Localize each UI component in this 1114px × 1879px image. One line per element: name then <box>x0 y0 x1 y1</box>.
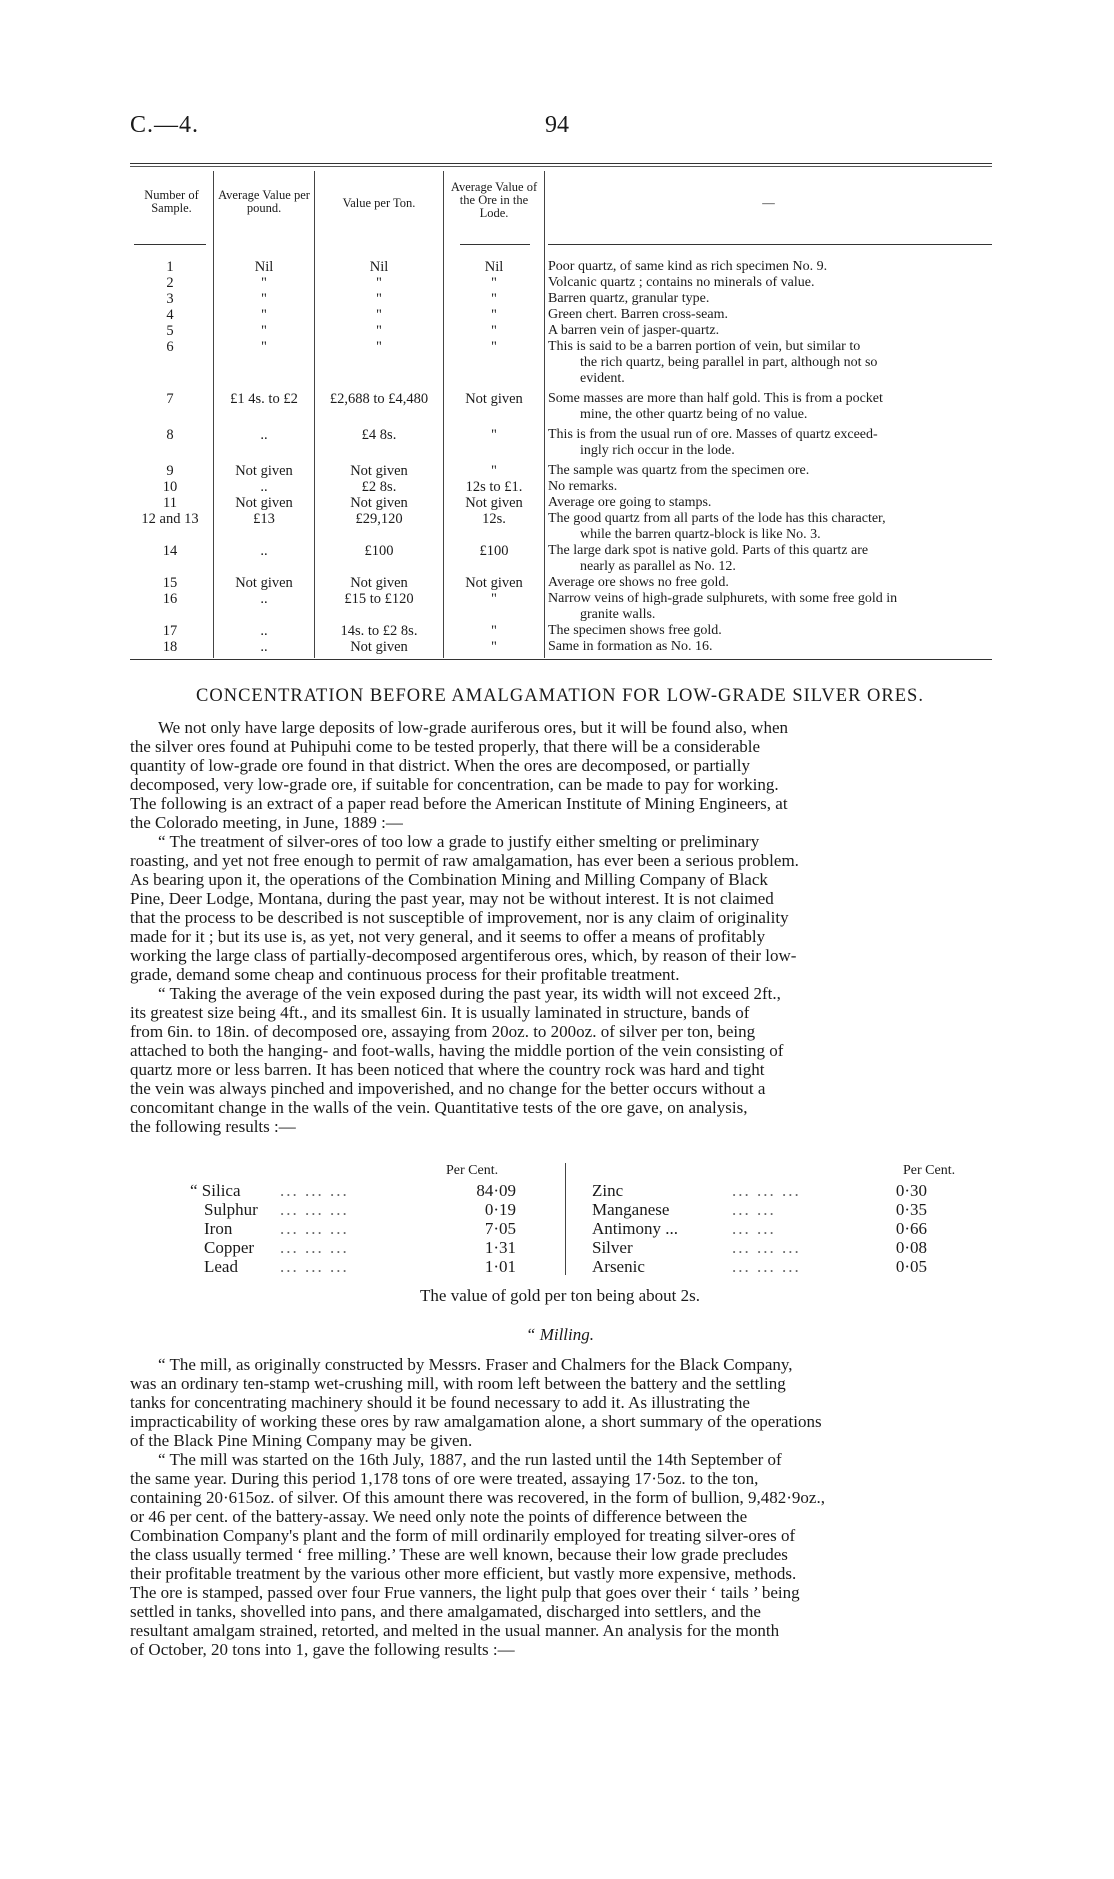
text-line: “ Taking the average of the vein exposed during the past year, its width will not exceed 2ft., <box>158 984 781 1003</box>
gold-value-note: The value of gold per ton being about 2s. <box>420 1286 700 1305</box>
remark-line: Average ore going to stamps. <box>548 495 712 510</box>
remark-line: The good quartz from all parts of the lode has this character, <box>548 511 886 526</box>
value-per-pound: .. <box>260 479 268 495</box>
remark-line: while the barren quartz-block is like No. 3. <box>580 527 821 542</box>
text-line: impracticability of working these ores by raw amalgamation alone, a short summary of the operations <box>130 1412 822 1431</box>
remark-line: Same in formation as No. 16. <box>548 639 713 654</box>
value-in-lode: " <box>491 323 497 339</box>
table-bottom-rule <box>130 659 992 660</box>
sample-number: 9 <box>166 463 174 479</box>
result-row <box>190 1219 516 1238</box>
sample-remarks <box>548 511 988 543</box>
element-name: Copper <box>204 1238 255 1257</box>
sample-number: 18 <box>162 639 178 655</box>
header-remarks: — <box>762 196 775 210</box>
sample-number: 2 <box>166 275 174 291</box>
text-line: from 6in. to 18in. of decomposed ore, assaying from 20oz. to 200oz. of silver per ton, being <box>130 1022 756 1041</box>
value-per-pound: " <box>261 339 267 355</box>
percent-value: 0·19 <box>484 1200 516 1219</box>
text-line: “ The mill was started on the 16th July, 1887, and the run lasted until the 14th September of <box>158 1450 782 1469</box>
remark-line: No remarks. <box>548 479 618 494</box>
value-in-lode: " <box>491 463 497 479</box>
value-in-lode: " <box>491 623 497 639</box>
text-line: Combination Company's plant and the form of mill ordinarily employed for treating silver-ores of <box>130 1526 796 1545</box>
element-name: Zinc <box>592 1181 624 1200</box>
leader-dots: ... ... ... <box>280 1257 349 1276</box>
paragraph-treatment <box>130 832 993 984</box>
value-per-ton: £100 <box>364 543 394 559</box>
text-line: the following results :— <box>130 1117 296 1136</box>
sample-number: 7 <box>166 391 174 407</box>
sample-remarks <box>548 639 988 655</box>
text-line: containing 20·615oz. of silver. Of this amount there was recovered, in the form of bullion, 9,482·9oz., <box>130 1488 825 1507</box>
remark-line: This is said to be a barren portion of vein, but similar to <box>548 339 861 354</box>
element-name: Silver <box>592 1238 633 1257</box>
header-rule <box>460 244 530 245</box>
text-line: the silver ores found at Puhipuhi come to be tested properly, that there will be a considerable <box>130 737 761 756</box>
value-per-ton: Nil <box>369 259 389 275</box>
value-in-lode: " <box>491 291 497 307</box>
element-name: Arsenic <box>592 1257 645 1276</box>
remark-line: A barren vein of jasper-quartz. <box>548 323 720 338</box>
text-line: was an ordinary ten-stamp wet-crushing mill, with room left between the battery and the settling <box>130 1374 786 1393</box>
text-line: the vein was always pinched and impoverished, and no change for the better occurs without a <box>130 1079 766 1098</box>
value-per-ton: Not given <box>350 463 408 479</box>
value-per-pound: " <box>261 291 267 307</box>
text-line: of the Black Pine Mining Company may be given. <box>130 1431 473 1450</box>
remark-line: nearly as parallel as No. 12. <box>580 559 736 574</box>
paragraph-run <box>130 1450 993 1659</box>
milling-heading: “ Milling. <box>525 1325 594 1344</box>
value-in-lode: 12s. <box>482 511 506 527</box>
value-per-pound: .. <box>260 543 268 559</box>
text-line: their profitable treatment by the various other more efficient, but vastly more expensive, methods. <box>130 1564 797 1583</box>
text-line: resultant amalgam strained, retorted, and melted in the usual manner. An analysis for the month <box>130 1621 780 1640</box>
sample-number: 14 <box>162 543 178 559</box>
leader-dots: ... ... <box>732 1200 776 1219</box>
sample-remarks <box>548 275 988 291</box>
text-line: made for it ; but its use is, as yet, not very general, and it seems to offer a means of profitably <box>130 927 766 946</box>
sample-number: 15 <box>162 575 178 591</box>
text-line: or 46 per cent. of the battery-assay. We need only note the points of difference between the <box>130 1507 748 1526</box>
element-name: Lead <box>204 1257 238 1276</box>
results-unit-left: Per Cent. <box>446 1163 499 1178</box>
sample-number: 3 <box>166 291 174 307</box>
paragraph-mill <box>130 1355 993 1450</box>
remark-line: The sample was quartz from the specimen ore. <box>548 463 810 478</box>
percent-value: 0·05 <box>895 1257 927 1276</box>
value-per-ton: " <box>376 339 382 355</box>
sample-number: 1 <box>166 259 174 275</box>
result-row <box>592 1181 927 1200</box>
value-per-pound: .. <box>260 427 268 443</box>
sample-remarks <box>548 339 988 387</box>
element-name: Iron <box>204 1219 233 1238</box>
text-line: “ The mill, as originally constructed by Messrs. Fraser and Chalmers for the Black Company, <box>158 1355 793 1374</box>
text-line: We not only have large deposits of low-grade auriferous ores, but it will be found also, when <box>158 718 788 737</box>
analysis-results-right <box>592 1181 927 1276</box>
percent-value: 0·08 <box>895 1238 927 1257</box>
value-per-pound: Not given <box>235 495 293 511</box>
text-line: The following is an extract of a paper read before the American Institute of Mining Engineers, at <box>130 794 788 813</box>
sample-number: 5 <box>166 323 174 339</box>
value-per-ton: " <box>376 307 382 323</box>
value-in-lode: Not given <box>465 495 523 511</box>
paragraph-text <box>130 718 993 832</box>
percent-value: 1·01 <box>484 1257 516 1276</box>
sample-remarks <box>548 591 988 623</box>
value-per-pound: £13 <box>253 511 275 527</box>
value-per-ton: Not given <box>350 639 408 655</box>
header-number-of-sample: Number of Sample. <box>144 188 199 215</box>
value-in-lode: " <box>491 307 497 323</box>
text-line: quantity of low-grade ore found in that district. When the ores are decomposed, or partially <box>130 756 750 775</box>
value-per-pound: .. <box>260 623 268 639</box>
results-unit-right: Per Cent. <box>903 1163 956 1178</box>
value-per-ton: Not given <box>350 495 408 511</box>
leader-dots: ... ... ... <box>280 1200 349 1219</box>
page-number: 94 <box>545 112 569 138</box>
value-in-lode: Not given <box>465 391 523 407</box>
remark-line: Average ore shows no free gold. <box>548 575 729 590</box>
value-per-pound: £1 4s. to £2 <box>230 391 298 407</box>
text-line: its greatest size being 4ft., and its smallest 6in. It is usually laminated in structure, bands of <box>130 1003 750 1022</box>
value-per-ton: " <box>376 275 382 291</box>
value-per-pound: " <box>261 323 267 339</box>
text-line: Pine, Deer Lodge, Montana, during the past year, may not be without interest. It is not claimed <box>130 889 774 908</box>
sample-remarks <box>548 543 988 575</box>
paragraph-text <box>130 984 993 1136</box>
sample-number: 6 <box>166 339 174 355</box>
sample-number: 12 and 13 <box>141 511 199 527</box>
percent-value: 0·66 <box>895 1219 927 1238</box>
paragraph-intro <box>130 718 993 832</box>
value-per-ton: £29,120 <box>355 511 403 527</box>
value-in-lode: " <box>491 591 497 607</box>
sample-remarks <box>548 479 988 495</box>
element-name: Sulphur <box>204 1200 258 1219</box>
text-line: settled in tanks, shovelled into pans, and there amalgamated, discharged into settlers, and the <box>130 1602 761 1621</box>
sample-remarks <box>548 307 988 323</box>
value-per-pound: Not given <box>235 575 293 591</box>
value-in-lode: " <box>491 275 497 291</box>
value-in-lode: 12s to £1. <box>465 479 523 495</box>
sample-number: 4 <box>166 307 174 323</box>
leader-dots: ... ... ... <box>280 1219 349 1238</box>
percent-value: 84·09 <box>476 1181 516 1200</box>
remark-line: The large dark spot is native gold. Parts of this quartz are <box>548 543 869 558</box>
result-row <box>592 1219 927 1238</box>
text-line: As bearing upon it, the operations of the Combination Mining and Milling Company of Black <box>130 870 768 889</box>
value-per-pound: Not given <box>235 463 293 479</box>
text-line: decomposed, very low-grade ore, if suitable for concentration, can be made to pay for working. <box>130 775 779 794</box>
value-in-lode: £100 <box>479 543 509 559</box>
value-in-lode: Nil <box>484 259 504 275</box>
value-in-lode: " <box>491 339 497 355</box>
results-divider <box>565 1163 566 1275</box>
value-per-pound: .. <box>260 591 268 607</box>
leader-dots: ... ... ... <box>732 1257 801 1276</box>
sample-number: 8 <box>166 427 174 443</box>
value-per-ton: £4 8s. <box>361 427 397 443</box>
header-value-per-ton: Value per Ton. <box>342 196 416 210</box>
column-divider <box>544 171 545 658</box>
text-line: that the process to be described is not susceptible of improvement, nor is any claim of originality <box>130 908 789 927</box>
header-rule <box>548 244 992 245</box>
sample-number: 16 <box>162 591 178 607</box>
remark-line: mine, the other quartz being of no value. <box>580 407 808 422</box>
sample-number: 17 <box>162 623 178 639</box>
percent-value: 7·05 <box>484 1219 516 1238</box>
paragraph-text <box>130 832 993 984</box>
value-per-ton: Not given <box>350 575 408 591</box>
sample-remarks <box>548 463 988 479</box>
remark-line: Barren quartz, granular type. <box>548 291 710 306</box>
samples-table <box>130 163 992 660</box>
sample-remarks <box>548 623 988 639</box>
text-line: attached to both the hanging- and foot-walls, having the middle portion of the vein consisting of <box>130 1041 784 1060</box>
result-row <box>592 1238 927 1257</box>
value-per-pound: .. <box>260 639 268 655</box>
paragraph-text <box>130 1450 993 1659</box>
remark-line: ingly rich occur in the lode. <box>580 443 735 458</box>
header-rule <box>134 244 206 245</box>
value-in-lode: Not given <box>465 575 523 591</box>
value-in-lode: " <box>491 639 497 655</box>
sample-number: 11 <box>163 495 177 511</box>
leader-dots: ... ... ... <box>732 1238 801 1257</box>
sample-remarks <box>548 323 988 339</box>
remark-line: Some masses are more than half gold. This is from a pocket <box>548 391 883 406</box>
text-line: the class usually termed ‘ free milling.’ These are well known, because their low grade precludes <box>130 1545 788 1564</box>
section-title: CONCENTRATION BEFORE AMALGAMATION FOR LOW-GRADE SILVER ORES. <box>196 686 924 706</box>
leader-dots: ... ... <box>732 1219 776 1238</box>
remark-line: Narrow veins of high-grade sulphurets, with some free gold in <box>548 591 898 606</box>
element-name: Manganese <box>592 1200 670 1219</box>
element-name: “ Silica <box>190 1181 241 1200</box>
sample-remarks <box>548 427 988 459</box>
value-per-ton: £2 8s. <box>361 479 397 495</box>
sample-remarks <box>548 391 988 423</box>
remark-line: evident. <box>580 371 625 386</box>
table-top-rule-2 <box>130 166 992 167</box>
text-line: roasting, and yet not free enough to permit of raw amalgamation, has ever been a serious problem. <box>130 851 799 870</box>
result-row <box>190 1257 516 1276</box>
header-average-value-per-pound: Average Value per pound. <box>218 188 310 215</box>
value-per-ton: £2,688 to £4,480 <box>329 391 429 407</box>
result-row <box>592 1200 927 1219</box>
value-per-ton: " <box>376 291 382 307</box>
paragraph-vein <box>130 984 993 1136</box>
remark-line: the rich quartz, being parallel in part, although not so <box>580 355 878 370</box>
sample-remarks <box>548 575 988 591</box>
result-row <box>592 1257 927 1276</box>
leader-dots: ... ... ... <box>280 1238 349 1257</box>
document-code: C.—4. <box>130 112 200 138</box>
percent-value: 0·35 <box>895 1200 927 1219</box>
remark-line: granite walls. <box>580 607 656 622</box>
table-top-rule <box>130 163 992 164</box>
leader-dots: ... ... ... <box>732 1181 801 1200</box>
text-line: tanks for concentrating machinery should it be found necessary to add it. As illustrating the <box>130 1393 750 1412</box>
paragraph-text <box>130 1355 993 1450</box>
text-line: working the large class of partially-decomposed argentiferous ores, which, by reason of their low- <box>130 946 797 965</box>
text-line: of October, 20 tons into 1, gave the following results :— <box>130 1640 515 1659</box>
text-line: “ The treatment of silver-ores of too low a grade to justify either smelting or preliminary <box>158 832 760 851</box>
analysis-results-left <box>190 1181 516 1276</box>
sample-remarks <box>548 495 988 511</box>
percent-value: 0·30 <box>895 1181 927 1200</box>
result-row <box>190 1200 516 1219</box>
remark-line: Poor quartz, of same kind as rich specimen No. 9. <box>548 259 828 274</box>
sample-remarks <box>548 259 988 275</box>
value-per-ton: 14s. to £2 8s. <box>340 623 418 639</box>
sample-remarks <box>548 291 988 307</box>
value-per-pound: " <box>261 307 267 323</box>
value-per-pound: " <box>261 275 267 291</box>
sample-number: 10 <box>162 479 178 495</box>
text-line: the same year. During this period 1,178 tons of ore were treated, assaying 17·5oz. to the ton, <box>130 1469 759 1488</box>
remark-line: The specimen shows free gold. <box>548 623 722 638</box>
text-line: grade, demand some cheap and continuous process for their profitable treatment. <box>130 965 680 984</box>
remark-line: This is from the usual run of ore. Masses of quartz exceed- <box>548 427 878 442</box>
value-in-lode: " <box>491 427 497 443</box>
header-average-value-in-lode: Average Value of the Ore in the Lode. <box>450 180 538 220</box>
element-name: Antimony ... <box>592 1219 678 1238</box>
text-line: The ore is stamped, passed over four Frue vanners, the light pulp that goes over their ‘ tails ’ being <box>130 1583 800 1602</box>
value-per-pound: Nil <box>254 259 274 275</box>
value-per-ton: £15 to £120 <box>344 591 414 607</box>
leader-dots: ... ... ... <box>280 1181 349 1200</box>
percent-value: 1·31 <box>484 1238 516 1257</box>
text-line: concomitant change in the walls of the vein. Quantitative tests of the ore gave, on analysis, <box>130 1098 748 1117</box>
text-line: the Colorado meeting, in June, 1889 :— <box>130 813 403 832</box>
result-row <box>190 1238 516 1257</box>
text-line: quartz more or less barren. It has been noticed that where the country rock was hard and tight <box>130 1060 765 1079</box>
remark-line: Green chert. Barren cross-seam. <box>548 307 728 322</box>
value-per-ton: " <box>376 323 382 339</box>
remark-line: Volcanic quartz ; contains no minerals of value. <box>548 275 815 290</box>
result-row <box>190 1181 516 1200</box>
